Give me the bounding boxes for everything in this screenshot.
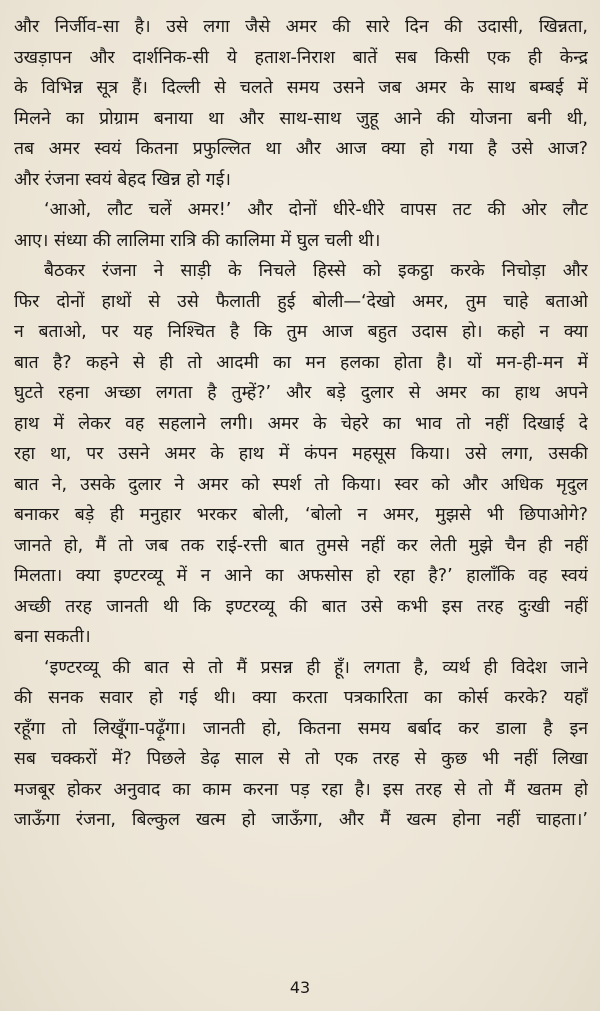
- text-line: और निर्जीव-सा है। उसे लगा जैसे अमर की सारे दिन की उदासी, खिन्नता,: [14, 17, 588, 37]
- text-line: बनाकर बड़े ही मनुहार भरकर बोली, ‘बोलो न अमर, मुझसे भी छिपाओगे?: [14, 505, 588, 525]
- text-line: हाथ में लेकर वह सहलाने लगी। अमर के चेहरे का भाव तो नहीं दिखाई दे: [14, 413, 588, 434]
- text-line: ‘इण्टरव्यू की बात से तो मैं प्रसन्न ही हूँ। लगता है, व्यर्थ ही विदेश जाने: [44, 657, 588, 678]
- text-line: रहूँगा तो लिखूँगा-पढ़ूँगा। जानती हो, कितना समय बर्बाद कर डाला है इन: [14, 718, 588, 739]
- text-line: जाऊँगा रंजना, बिल्कुल खत्म हो जाऊँगा, और मैं खत्म होना नहीं चाहता।’: [14, 810, 588, 830]
- text-line: फिर दोनों हाथों से उसे फैलाती हुई बोली—‘देखो अमर, तुम चाहे बताओ: [14, 291, 588, 312]
- text-line: आए। संध्या की लालिमा रात्रि की कालिमा में घुल चली थी।: [14, 230, 381, 251]
- text-line: रहा था, पर उसने अमर के हाथ में कंपन महसूस किया। उसे लगा, उसकी: [14, 444, 588, 464]
- text-line: न बताओ, पर यह निश्चित है कि तुम आज बहुत उदास हो। कहो न क्या: [14, 322, 588, 342]
- text-line: तब अमर स्वयं कितना प्रफुल्लित था और आज क्या हो गया है उसे आज?: [14, 139, 588, 159]
- page-number: 43: [289, 978, 311, 997]
- text-line: की सनक सवार हो गई थी। क्या करता पत्रकारिता का कोर्स करके? यहाँ: [14, 688, 588, 708]
- text-line: बैठकर रंजना ने साड़ी के निचले हिस्से को इकट्ठा करके निचोड़ा और: [44, 261, 588, 281]
- text-line: के विभिन्न सूत्र हैं। दिल्ली से चलते समय उसने जब अमर के साथ बम्बई में: [14, 78, 588, 98]
- text-line: बात है? कहने से ही तो आदमी का मन हलका होता है। यों मन-ही-मन में: [14, 352, 588, 373]
- text-line: बात ने, उसके दुलार ने अमर को स्पर्श तो किया। स्वर को और अधिक मृदुल: [14, 474, 588, 495]
- text-line: जानते हो, मैं तो जब तक राई-रत्ती बात तुमसे नहीं कर लेती मुझे चैन ही नहीं: [14, 535, 588, 556]
- text-line: घुटते रहना अच्छा लगता है तुम्हें?’ और बड़े दुलार से अमर का हाथ अपने: [14, 383, 588, 403]
- text-line: उखड़ापन और दार्शनिक-सी ये हताश-निराश बातें सब किसी एक ही केन्द्र: [14, 47, 588, 68]
- text-line: मिलने का प्रोग्राम बनाया था और साथ-साथ जुहू आने की योजना बनी थी,: [14, 108, 588, 129]
- text-line: अच्छी तरह जानती थी कि इण्टरव्यू की बात उसे कभी इस तरह दुःखी नहीं: [14, 596, 588, 617]
- text-line: बना सकती।: [14, 627, 91, 647]
- text-line: मजबूर होकर अनुवाद का काम करना पड़ रहा है। इस तरह से तो मैं खतम हो: [14, 779, 588, 800]
- text-line: मिलता। क्या इण्टरव्यू में न आने का अफसोस हो रहा है?’ हालाँकि वह स्वयं: [14, 566, 588, 586]
- text-line: ‘आओ, लौट चलें अमर!’ और दोनों धीरे-धीरे वापस तट की ओर लौट: [44, 200, 588, 220]
- text-line: और रंजना स्वयं बेहद खिन्न हो गई।: [14, 169, 231, 190]
- body-text: [14, 12, 588, 836]
- text-line: सब चक्करों में? पिछले डेढ़ साल से तो एक तरह से कुछ भी नहीं लिखा: [14, 749, 588, 769]
